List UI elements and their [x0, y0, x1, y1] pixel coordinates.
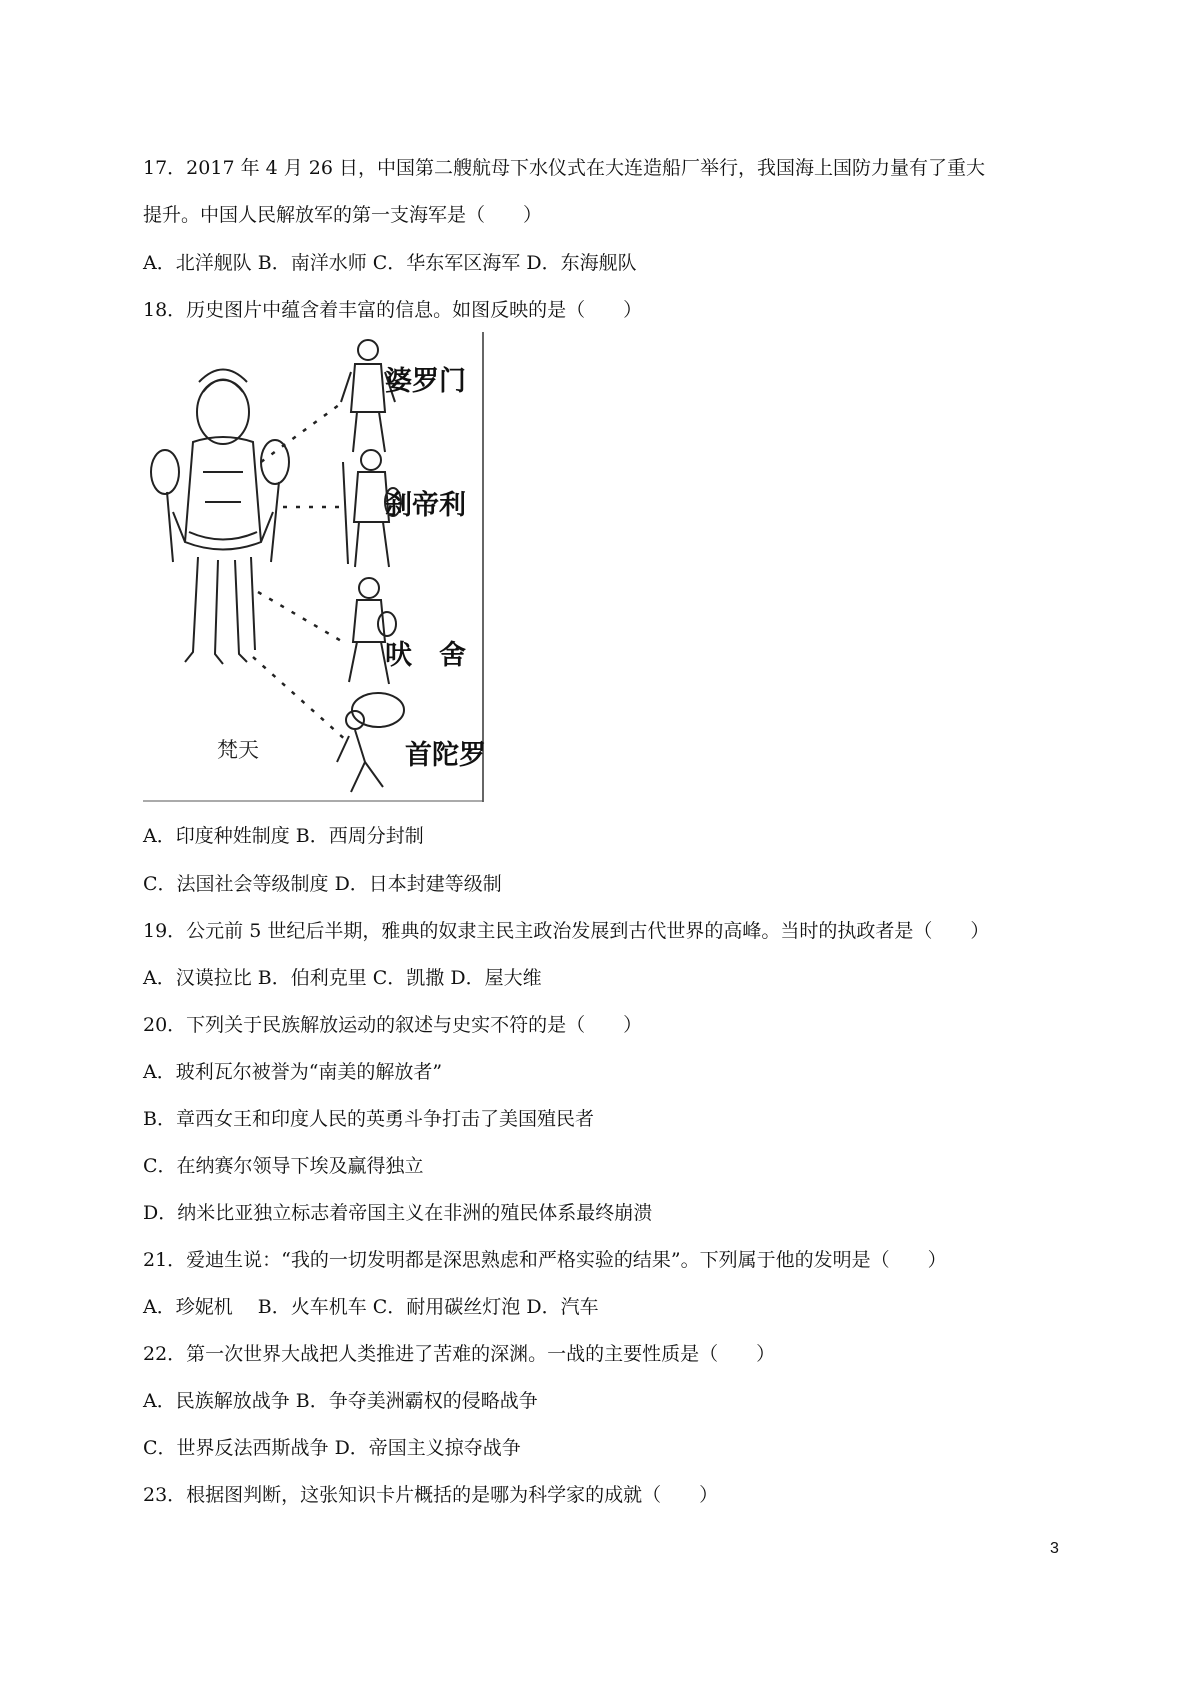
- q21-stem: 21．爱迪生说：“我的一切发明都是深思熟虑和严格实验的结果”。下列属于他的发明是（ ）: [143, 1249, 947, 1271]
- brahma-label: 梵天: [217, 738, 259, 762]
- q18-options-line1: A．印度种姓制度 B．西周分封制: [143, 825, 424, 847]
- q20-option-a: A．玻利瓦尔被誉为“南美的解放者”: [143, 1061, 443, 1083]
- shudra-figure-icon: [337, 693, 404, 792]
- q22-options-line2: C．世界反法西斯战争 D．帝国主义掠夺战争: [143, 1437, 521, 1459]
- q22-options-line1: A．民族解放战争 B．争夺美洲霸权的侵略战争: [143, 1390, 538, 1412]
- caste-label-kshatriya: 刹帝利: [385, 490, 466, 521]
- q23-stem: 23．根据图判断，这张知识卡片概括的是哪为科学家的成就（ ）: [143, 1484, 719, 1506]
- q20-option-c: C．在纳赛尔领导下埃及赢得独立: [143, 1155, 424, 1177]
- q22-stem: 22．第一次世界大战把人类推进了苦难的深渊。一战的主要性质是（ ）: [143, 1343, 776, 1365]
- q18-options-line2: C．法国社会等级制度 D．日本封建等级制: [143, 873, 502, 895]
- caste-label-vaishya: 吠 舍: [385, 640, 466, 671]
- q17-stem-line1: 17．2017 年 4 月 26 日，中国第二艘航母下水仪式在大连造船厂举行，我国海上国防力量有了重大: [143, 157, 985, 179]
- q18-stem: 18．历史图片中蕴含着丰富的信息。如图反映的是（ ）: [143, 299, 643, 321]
- q19-stem: 19．公元前 5 世纪后半期，雅典的奴隶主民主政治发展到古代世界的高峰。当时的执政者是（ ）: [143, 920, 990, 942]
- q17-stem-line2: 提升。中国人民解放军的第一支海军是（ ）: [143, 204, 543, 226]
- caste-label-shudra: 首陀罗: [405, 740, 485, 771]
- q19-options: A．汉谟拉比 B．伯利克里 C．凯撒 D．屋大维: [143, 967, 542, 989]
- q20-option-b: B．章西女王和印度人民的英勇斗争打击了美国殖民者: [143, 1108, 594, 1130]
- page-number: 3: [1050, 1540, 1059, 1557]
- q17-options: A．北洋舰队 B．南洋水师 C．华东军区海军 D．东海舰队: [143, 252, 637, 274]
- caste-system-figure: [143, 332, 485, 802]
- q20-stem: 20．下列关于民族解放运动的叙述与史实不符的是（ ）: [143, 1014, 643, 1036]
- q20-option-d: D．纳米比亚独立标志着帝国主义在非洲的殖民体系最终崩溃: [143, 1202, 653, 1224]
- caste-label-brahmin: 婆罗门: [385, 366, 466, 397]
- q21-options: A．珍妮机 B．火车机车 C．耐用碳丝灯泡 D．汽车: [143, 1296, 599, 1318]
- brahma-figure-icon: [151, 370, 289, 665]
